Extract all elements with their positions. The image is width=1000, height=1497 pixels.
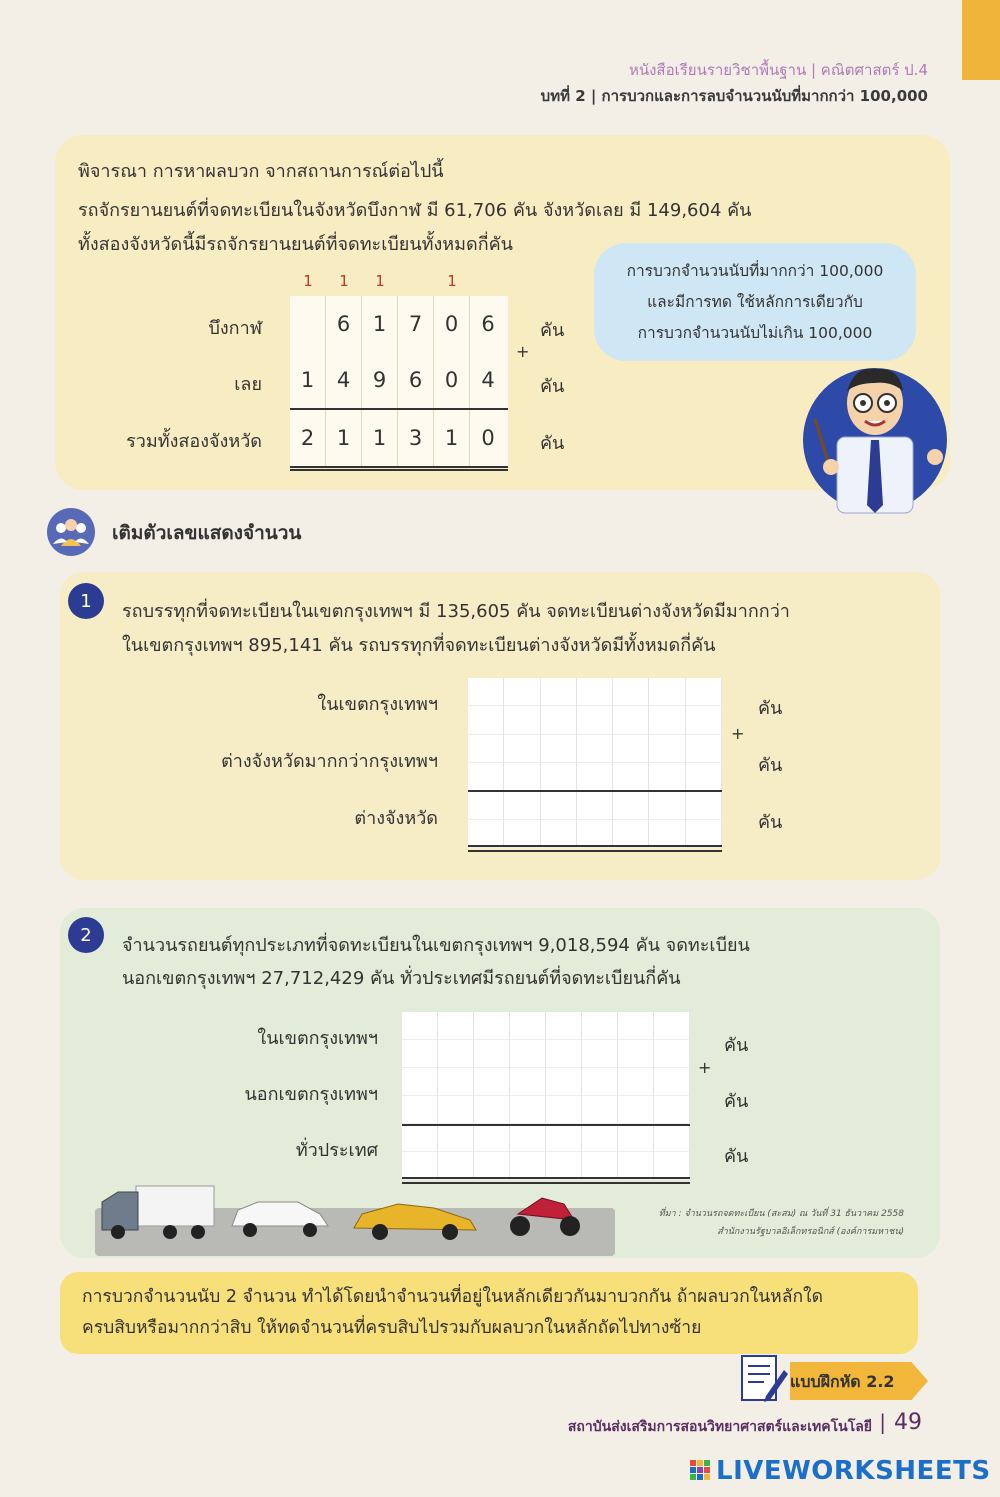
plus-sign: + bbox=[698, 1058, 712, 1077]
unit-label: คัน bbox=[540, 320, 565, 341]
sedan-icon bbox=[232, 1202, 328, 1237]
digit-cell: 1 bbox=[326, 410, 362, 466]
q2-row-label: ในเขตกรุงเทพฯ bbox=[257, 1028, 378, 1049]
unit-label: คัน bbox=[758, 755, 783, 776]
summary-box bbox=[60, 1272, 918, 1354]
digit-cell: 3 bbox=[398, 410, 434, 466]
speech-line: และมีการทด ใช้หลักการเดียวกับ bbox=[647, 292, 863, 311]
vehicles-illustration bbox=[98, 1180, 618, 1250]
row-label: บึงกาฬ bbox=[208, 318, 262, 339]
digit-cell: 6 bbox=[326, 296, 362, 352]
sum-line bbox=[402, 1124, 690, 1126]
digit-cell: 4 bbox=[481, 368, 495, 392]
unit-label: คัน bbox=[540, 376, 565, 397]
intro-line-2: รถจักรยานยนต์ที่จดทะเบียนในจังหวัดบึงกาฬ มี 61,706 คัน จังหวัดเลย มี 149,604 คัน bbox=[78, 200, 752, 221]
unit-label: คัน bbox=[758, 698, 783, 719]
motorcycle-icon bbox=[510, 1198, 580, 1236]
digit-cell: 0 bbox=[481, 426, 495, 450]
digit-cell bbox=[290, 296, 326, 352]
summary-line-2: ครบสิบหรือมากกว่าสิบ ให้ทดจำนวนที่ครบสิบไปรวมกับผลบวกในหลักถัดไปทางซ้าย bbox=[82, 1318, 702, 1338]
question-2-line-2: นอกเขตกรุงเทพฯ 27,712,429 คัน ทั่วประเทศมีรถยนต์ที่จดทะเบียนกี่คัน bbox=[122, 968, 681, 989]
digit-cell: 7 bbox=[398, 296, 434, 352]
digit-cell: 1 bbox=[362, 410, 398, 466]
plus-sign: + bbox=[516, 342, 530, 361]
carry-digits bbox=[290, 272, 506, 290]
book-header: หนังสือเรียนรายวิชาพื้นฐาน | คณิตศาสตร์ ป.4 bbox=[628, 61, 928, 79]
question-1-line-1: รถบรรทุกที่จดทะเบียนในเขตกรุงเทพฯ มี 135,605 คัน จดทะเบียนต่างจังหวัดมีมากกว่า bbox=[122, 601, 790, 622]
chapter-header: บทที่ 2 | การบวกและการลบจำนวนนับที่มากกว่า 100,000 bbox=[540, 87, 928, 105]
source-note-1: ที่มา : จำนวนรถจดทะเบียน (สะสม) ณ วันที่ 31 ธันวาคม 2558 bbox=[658, 1209, 904, 1219]
digit-cell: 1 bbox=[362, 296, 398, 352]
intro-line-1: พิจารณา การหาผลบวก จากสถานการณ์ต่อไปนี้ bbox=[78, 161, 444, 182]
digit-cell: 4 bbox=[326, 352, 362, 408]
q1-row-label: ในเขตกรุงเทพฯ bbox=[317, 694, 438, 715]
exercise-label[interactable]: แบบฝึกหัด 2.2 bbox=[790, 1372, 895, 1391]
unit-label: คัน bbox=[724, 1035, 749, 1056]
footer-separator: | bbox=[879, 1410, 886, 1434]
total-double-line bbox=[468, 845, 722, 852]
watermark: LIVEWORKSHEETS bbox=[716, 1456, 991, 1486]
section-title: เติมตัวเลขแสดงจำนวน bbox=[112, 522, 302, 544]
digit-cell: 1 bbox=[290, 352, 326, 408]
unit-label: คัน bbox=[758, 812, 783, 833]
digit-cell: 2 bbox=[290, 410, 326, 466]
page-edge-tab bbox=[962, 0, 1000, 80]
sum-row bbox=[290, 410, 508, 471]
sum-line bbox=[468, 790, 722, 792]
q1-row-label: ต่างจังหวัดมากกว่ากรุงเทพฯ bbox=[221, 751, 438, 772]
intro-line-3: ทั้งสองจังหวัดนี้มีรถจักรยานยนต์ที่จดทะเบียนทั้งหมดกี่คัน bbox=[78, 234, 513, 255]
digit-cell: 0 bbox=[434, 352, 470, 408]
question-1-badge: 1 bbox=[68, 583, 104, 619]
addend-row-1 bbox=[290, 296, 508, 352]
question-1-line-2: ในเขตกรุงเทพฯ 895,141 คัน รถบรรทุกที่จดทะเบียนต่างจังหวัดมีทั้งหมดกี่คัน bbox=[122, 635, 716, 656]
page-number: 49 bbox=[894, 1410, 922, 1435]
carry-digit: 1 bbox=[447, 272, 457, 290]
plus-sign: + bbox=[731, 724, 745, 743]
carry-digit: 1 bbox=[339, 272, 349, 290]
question-2-badge: 2 bbox=[68, 917, 104, 953]
speech-line: การบวกจำนวนนับที่มากกว่า 100,000 bbox=[626, 261, 884, 280]
carry-digit: 1 bbox=[375, 272, 385, 290]
unit-label: คัน bbox=[724, 1091, 749, 1112]
group-icon bbox=[47, 508, 95, 556]
addend-row-2 bbox=[290, 352, 508, 410]
carry-digit bbox=[398, 272, 434, 290]
row-label: เลย bbox=[234, 374, 262, 395]
teacher-illustration bbox=[795, 345, 955, 515]
digit-cell: 6 bbox=[398, 352, 434, 408]
publisher-name: สถาบันส่งเสริมการสอนวิทยาศาสตร์และเทคโนโลยี bbox=[567, 1419, 872, 1435]
sports-car-icon bbox=[354, 1204, 476, 1240]
truck-icon bbox=[102, 1186, 214, 1239]
row-label: รวมทั้งสองจังหวัด bbox=[126, 431, 262, 452]
addition-table bbox=[290, 296, 508, 468]
digit-cell: 0 bbox=[434, 296, 470, 352]
q2-answer-grid[interactable] bbox=[402, 1012, 690, 1180]
q2-row-label: ทั่วประเทศ bbox=[295, 1140, 378, 1161]
speech-line: การบวกจำนวนนับไม่เกิน 100,000 bbox=[637, 323, 873, 342]
digit-cell: 9 bbox=[362, 352, 398, 408]
liveworksheets-logo-icon bbox=[690, 1460, 712, 1482]
unit-label: คัน bbox=[540, 433, 565, 454]
speech-bubble bbox=[594, 243, 916, 361]
carry-digit: 1 bbox=[303, 272, 313, 290]
notebook-pencil-icon bbox=[738, 1352, 790, 1404]
unit-label: คัน bbox=[724, 1146, 749, 1167]
carry-digit bbox=[470, 272, 506, 290]
summary-line-1: การบวกจำนวนนับ 2 จำนวน ทำได้โดยนำจำนวนที่อยู่ในหลักเดียวกันมาบวกกัน ถ้าผลบวกในหลักใด bbox=[82, 1287, 823, 1307]
q1-row-label: ต่างจังหวัด bbox=[354, 808, 438, 829]
q2-row-label: นอกเขตกรุงเทพฯ bbox=[244, 1084, 378, 1105]
q1-answer-grid[interactable] bbox=[468, 678, 722, 848]
question-2-line-1: จำนวนรถยนต์ทุกประเภทที่จดทะเบียนในเขตกรุงเทพฯ 9,018,594 คัน จดทะเบียน bbox=[122, 935, 750, 956]
digit-cell: 1 bbox=[434, 410, 470, 466]
source-note-2: สำนักงานรัฐบาลอิเล็กทรอนิกส์ (องค์การมหาชน) bbox=[717, 1227, 904, 1237]
digit-cell: 6 bbox=[481, 312, 495, 336]
